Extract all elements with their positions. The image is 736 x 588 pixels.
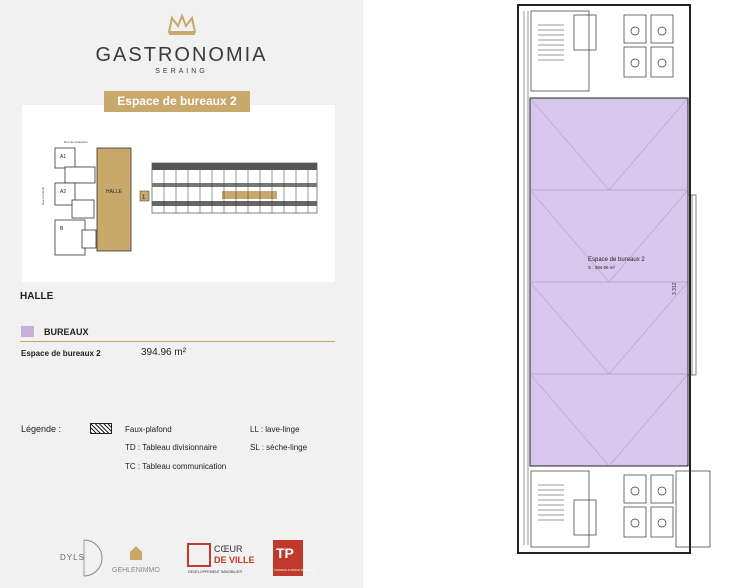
room-plan-area: S : 394.96 m²: [588, 265, 616, 270]
legend-faux-plafond: Faux-plafond: [125, 425, 172, 434]
gehlen-logo: [112, 546, 160, 574]
crown-icon: [167, 14, 197, 36]
building-a2-annex: [72, 200, 94, 218]
info-panel: [0, 0, 363, 588]
floor-plan: [516, 5, 716, 553]
label-a1: A1: [60, 154, 67, 160]
label-halle: HALLE: [106, 189, 122, 195]
room-area: 394.96 m²: [141, 347, 187, 358]
gehlen-text: GEHLENIMMO: [112, 567, 160, 574]
tp-text: TP: [276, 545, 294, 561]
brand-name: GASTRONOMIA: [95, 44, 268, 66]
coeur-text: CŒUR: [214, 544, 243, 554]
legend-td: TD : Tableau divisionnaire: [125, 443, 217, 452]
dyls-logo: [60, 540, 102, 576]
room-plan-label: Espace de bureaux 2: [588, 257, 645, 263]
coeur-de-ville-logo: [188, 544, 255, 574]
dyls-text: DYLS: [60, 553, 85, 562]
building-a1-annex: [65, 167, 95, 183]
halle-floor-strip: [140, 163, 317, 213]
hatch-icon: [90, 423, 112, 434]
legend-tc: TC : Tableau communication: [125, 462, 227, 471]
sponsor-logos: [54, 538, 317, 578]
keyplan-caption-top: Rez-de-chaussée: [64, 140, 88, 144]
sheet-title: Espace de bureaux 2: [104, 91, 250, 112]
de-ville-text: DE VILLE: [214, 555, 255, 565]
brand-subtitle: SERAING: [155, 68, 208, 75]
divider: [20, 341, 335, 342]
label-a2: A2: [60, 189, 67, 195]
keyplan-caption-side: Rue Cockerill: [41, 187, 45, 205]
label-b: B: [60, 226, 64, 232]
tp-subtitle: THOMAS & PIRON BÂTIMENT: [274, 568, 317, 572]
office-space-area: [530, 98, 688, 466]
room-name: Espace de bureaux 2: [21, 349, 101, 358]
building-halle: [97, 148, 131, 251]
category-label: BUREAUX: [44, 327, 89, 337]
dim-side: 3 312: [672, 282, 678, 295]
category-swatch: [21, 326, 34, 337]
legend-sl: SL : sèche-linge: [250, 443, 308, 452]
brand-logo: [0, 14, 363, 41]
floor-number: 1: [142, 195, 146, 201]
building-b-annex: [82, 230, 96, 248]
legend-title: Légende :: [21, 424, 62, 434]
legend-ll: LL : lave-linge: [250, 425, 300, 434]
key-plan: [22, 105, 335, 282]
zone-label: HALLE: [20, 291, 54, 302]
coeur-subtitle: DÉVELOPPEMENT IMMOBILIER: [188, 570, 243, 574]
